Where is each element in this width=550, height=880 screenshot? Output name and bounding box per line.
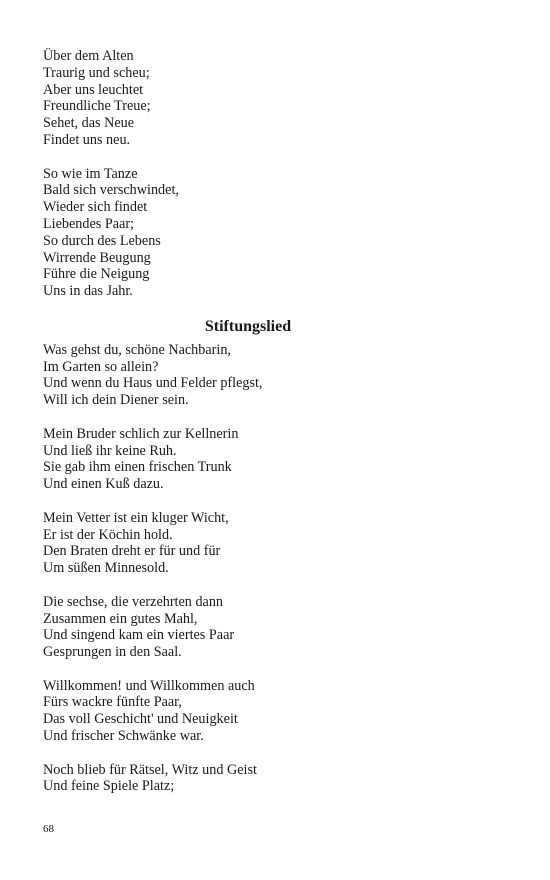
verse-line: Findet uns neu. xyxy=(43,131,131,148)
verse-line: Um süßen Minnesold. xyxy=(43,560,169,577)
stanza xyxy=(43,762,513,796)
verse-line: Den Braten dreht er für und für xyxy=(43,543,221,560)
verse-line: Sie gab ihm einen frischen Trunk xyxy=(43,459,232,476)
verse-line: Das voll Geschicht' und Neuigkeit xyxy=(43,711,238,728)
poem-one xyxy=(43,48,513,300)
verse-line: Sehet, das Neue xyxy=(43,115,135,132)
verse-line: Mein Vetter ist ein kluger Wicht, xyxy=(43,509,229,526)
poem-two xyxy=(43,342,513,796)
verse-line: Willkommen! und Willkommen auch xyxy=(43,677,255,694)
verse-line: Aber uns leuchtet xyxy=(43,81,144,98)
verse-line: Er ist der Köchin hold. xyxy=(43,526,173,543)
verse-line: Und einen Kuß dazu. xyxy=(43,476,164,493)
verse-line: Und feine Spiele Platz; xyxy=(43,778,175,795)
verse-line: Was gehst du, schöne Nachbarin, xyxy=(43,341,231,358)
verse-line: Und ließ ihr keine Ruh. xyxy=(43,442,177,459)
verse-line: Die sechse, die verzehrten dann xyxy=(43,593,224,610)
verse-line: Wirrende Beugung xyxy=(43,249,151,266)
verse-line: Und frischer Schwänke war. xyxy=(43,728,204,745)
stanza xyxy=(43,426,513,493)
verse-line: Wieder sich findet xyxy=(43,199,148,216)
stanza xyxy=(43,166,513,300)
verse-line: Und singend kam ein viertes Paar xyxy=(43,627,235,644)
verse-line: Noch blieb für Rätsel, Witz und Geist xyxy=(43,761,257,778)
verse-line: Will ich dein Diener sein. xyxy=(43,392,189,409)
poem-title: Stiftungslied xyxy=(204,317,292,335)
stanza xyxy=(43,48,513,149)
verse-line: Uns in das Jahr. xyxy=(43,283,133,300)
page-number: 68 xyxy=(43,823,54,835)
verse-line: Führe die Neigung xyxy=(43,266,150,283)
stanza xyxy=(43,678,513,745)
verse-line: Im Garten so allein? xyxy=(43,358,159,375)
page-content xyxy=(43,48,513,812)
verse-line: So wie im Tanze xyxy=(43,165,138,182)
verse-line: Zusammen ein gutes Mahl, xyxy=(43,610,198,627)
verse-line: Liebendes Paar; xyxy=(43,215,134,232)
verse-line: Und wenn du Haus und Felder pflegst, xyxy=(43,375,263,392)
verse-line: So durch des Lebens xyxy=(43,232,161,249)
stanza xyxy=(43,594,513,661)
verse-line: Gesprungen in den Saal. xyxy=(43,644,182,661)
verse-line: Fürs wackre fünfte Paar, xyxy=(43,694,182,711)
verse-line: Bald sich verschwindet, xyxy=(43,182,179,199)
verse-line: Traurig und scheu; xyxy=(43,64,150,81)
verse-line: Freundliche Treue; xyxy=(43,98,151,115)
stanza xyxy=(43,510,513,577)
verse-line: Mein Bruder schlich zur Kellnerin xyxy=(43,425,239,442)
stanza xyxy=(43,342,513,409)
verse-line: Über dem Alten xyxy=(43,48,134,64)
